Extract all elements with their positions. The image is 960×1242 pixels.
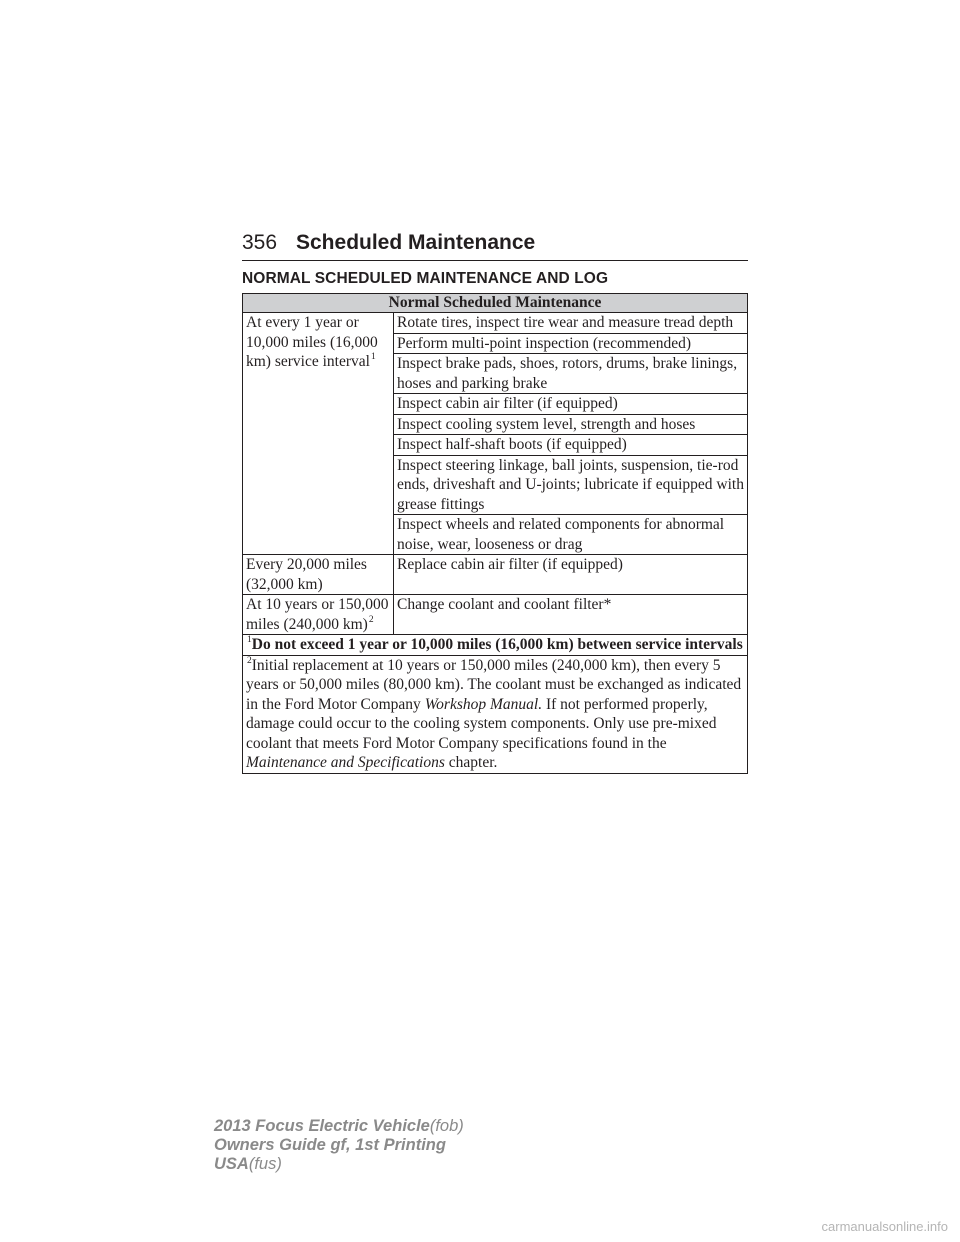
task-cell: Perform multi-point inspection (recommended) [394, 333, 748, 354]
interval-text: Every 20,000 miles (32,000 km) [246, 556, 367, 593]
footer-vehicle-code: (fob) [429, 1117, 464, 1135]
footer-line-2 [214, 1136, 464, 1155]
interval-text: At 10 years or 150,000 miles (240,000 km) [246, 596, 389, 633]
footnote-1 [243, 635, 748, 656]
chapter-title: Scheduled Maintenance [296, 231, 536, 254]
maintenance-table [242, 293, 748, 774]
footer-line-3 [214, 1155, 464, 1174]
page-number: 356 [242, 231, 278, 254]
interval-cell [243, 313, 394, 555]
task-cell: Inspect wheels and related components for abnormal noise, wear, looseness or drag [394, 515, 748, 555]
task-cell: Inspect steering linkage, ball joints, suspension, tie-rod ends, driveshaft and U-joints; lubricate if equipped with grease fittings [394, 455, 748, 515]
task-cell: Change coolant and coolant filter* [394, 595, 748, 635]
document-footer [214, 1117, 464, 1174]
maintenance-chapter-ref: Maintenance and Specifications [246, 754, 445, 771]
footnote-row [243, 655, 748, 773]
footer-line-1 [214, 1117, 464, 1136]
page-header [242, 228, 748, 261]
table-title-row [243, 294, 748, 313]
footnote-1-text: Do not exceed 1 year or 10,000 miles (16,000 km) between service intervals [251, 636, 743, 653]
footnote-row [243, 635, 748, 656]
footnote-2 [243, 655, 748, 773]
task-cell: Replace cabin air filter (if equipped) [394, 555, 748, 595]
footnote-ref: 1 [370, 352, 376, 362]
interval-cell [243, 595, 394, 635]
table-row [243, 555, 748, 595]
footnote-mark: 2 [247, 655, 252, 666]
footer-market: USA [214, 1155, 249, 1173]
workshop-manual-ref: Workshop Manual. [424, 695, 543, 713]
footer-market-code: (fus) [248, 1155, 282, 1173]
table-row [243, 595, 748, 635]
task-cell: Inspect brake pads, shoes, rotors, drums, brake linings, hoses and parking brake [394, 354, 748, 394]
interval-cell [243, 555, 394, 595]
footnote-ref: 2 [368, 614, 374, 625]
task-cell: Inspect cabin air filter (if equipped) [394, 394, 748, 415]
task-cell: Rotate tires, inspect tire wear and measure tread depth [394, 313, 748, 334]
footnote-2-text: If not performed properly, damage could occur to the cooling system components. Only use pre-mixed coolant that meets Ford Motor Company specifications found in the [246, 695, 717, 752]
interval-text: At every 1 year or 10,000 miles (16,000 km) service interval [246, 314, 378, 370]
table-row [243, 313, 748, 334]
table-title: Normal Scheduled Maintenance [243, 294, 748, 313]
footnote-mark: 1 [247, 635, 252, 645]
section-heading: NORMAL SCHEDULED MAINTENANCE AND LOG [242, 270, 609, 287]
footer-vehicle: 2013 Focus Electric Vehicle [214, 1117, 430, 1135]
footnote-2-text: Initial replacement at 10 years or 150,000 miles (240,000 km), then every 5 years or 50,000 miles (80,000 km). The coolant must be exchanged as indicated in the Ford Motor Company [246, 656, 742, 713]
watermark: carmanualsonline.info [821, 1219, 948, 1234]
task-cell: Inspect cooling system level, strength and hoses [394, 414, 748, 435]
task-cell: Inspect half-shaft boots (if equipped) [394, 435, 748, 456]
footer-printing: Owners Guide gf, 1st Printing [214, 1136, 446, 1154]
footnote-2-text: chapter. [444, 754, 498, 771]
